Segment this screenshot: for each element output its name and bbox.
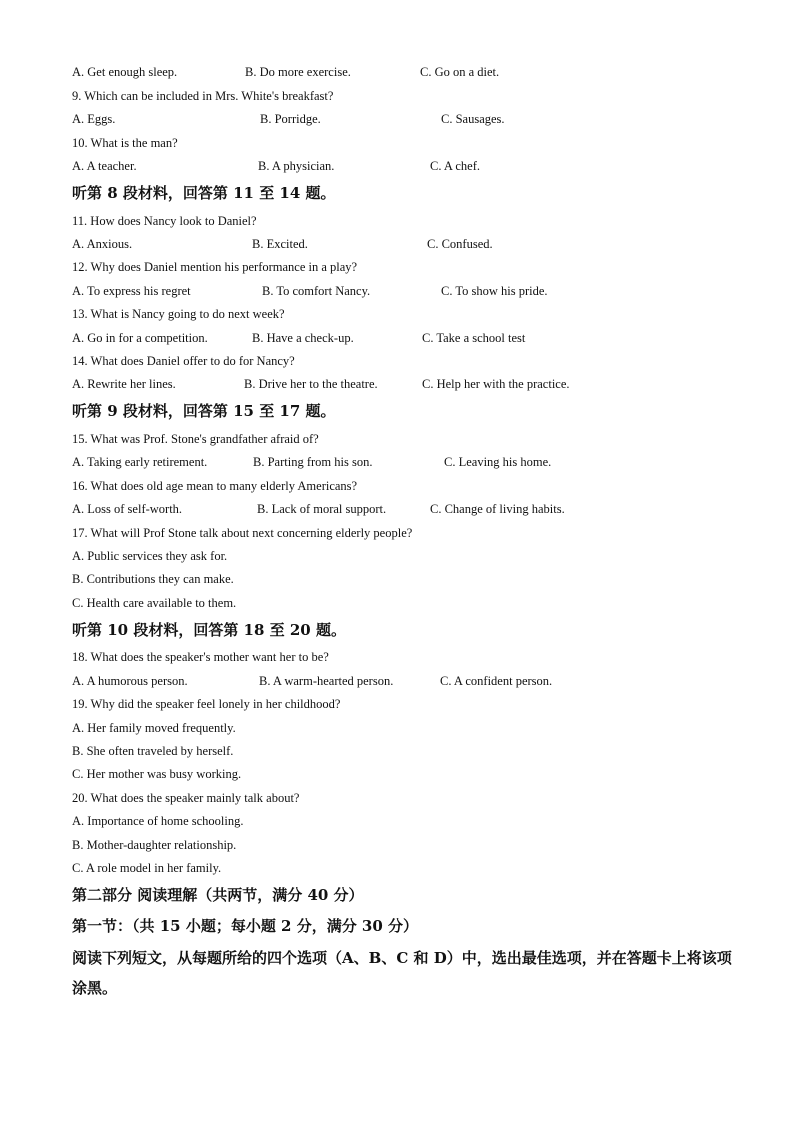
q20-option-a: A. Importance of home schooling.	[72, 814, 244, 828]
q16-option-a: A. Loss of self-worth.	[72, 502, 183, 516]
section-8-heading: 听第 8 段材料，回答第 11 至 14 题。	[72, 184, 336, 202]
q11-option-b: B. Excited.	[252, 237, 308, 251]
q12-option-a: A. To express his regret	[72, 284, 191, 298]
q8-option-a: A. Get enough sleep.	[72, 65, 178, 79]
reading-instruction: 阅读下列短文，从每题所给的四个选项（A、B、C 和 D）中，选出最佳选项，并在答题卡上将该项涂黑。	[72, 949, 732, 997]
q17-option-b: B. Contributions they can make.	[72, 572, 234, 586]
q12-stem: 12. Why does Daniel mention his performance in a play?	[72, 260, 358, 274]
q18-stem: 18. What does the speaker's mother want her to be?	[72, 650, 329, 664]
q19-option-c: C. Her mother was busy working.	[72, 767, 242, 781]
q9-option-a: A. Eggs.	[72, 112, 116, 126]
q15-option-b: B. Parting from his son.	[253, 455, 373, 469]
q9-option-b: B. Porridge.	[260, 112, 321, 126]
q10-stem: 10. What is the man?	[72, 136, 178, 150]
q18-option-b: B. A warm-hearted person.	[259, 674, 394, 688]
q12-option-c: C. To show his pride.	[441, 284, 548, 298]
q8-option-c: C. Go on a diet.	[420, 65, 500, 79]
part-2-section-1-heading: 第一节：（共 15 小题；每小题 2 分，满分 30 分）	[72, 917, 419, 935]
q19-stem: 19. Why did the speaker feel lonely in her childhood?	[72, 697, 341, 711]
q13-stem: 13. What is Nancy going to do next week?	[72, 307, 285, 321]
q11-option-c: C. Confused.	[427, 237, 493, 251]
q10-option-b: B. A physician.	[258, 159, 335, 173]
q14-option-a: A. Rewrite her lines.	[72, 377, 176, 391]
q15-option-a: A. Taking early retirement.	[72, 455, 208, 469]
q9-option-c: C. Sausages.	[441, 112, 505, 126]
q15-stem: 15. What was Prof. Stone's grandfather afraid of?	[72, 432, 319, 446]
q17-option-c: C. Health care available to them.	[72, 596, 237, 610]
q16-stem: 16. What does old age mean to many elderly Americans?	[72, 479, 358, 493]
q20-option-b: B. Mother-daughter relationship.	[72, 838, 237, 852]
q14-stem: 14. What does Daniel offer to do for Nancy?	[72, 354, 295, 368]
q12-option-b: B. To comfort Nancy.	[262, 284, 371, 298]
q13-option-a: A. Go in for a competition.	[72, 331, 208, 345]
section-9-heading: 听第 9 段材料，回答第 15 至 17 题。	[72, 402, 336, 420]
section-10-heading: 听第 10 段材料，回答第 18 至 20 题。	[72, 621, 346, 639]
q13-option-b: B. Have a check-up.	[252, 331, 354, 345]
q9-stem: 9. Which can be included in Mrs. White's breakfast?	[72, 89, 334, 103]
q14-option-b: B. Drive her to the theatre.	[244, 377, 378, 391]
q19-option-b: B. She often traveled by herself.	[72, 744, 234, 758]
q17-stem: 17. What will Prof Stone talk about next concerning elderly people?	[72, 526, 413, 540]
q11-stem: 11. How does Nancy look to Daniel?	[72, 214, 257, 228]
q15-option-c: C. Leaving his home.	[444, 455, 552, 469]
q10-option-a: A. A teacher.	[72, 159, 137, 173]
q10-option-c: C. A chef.	[430, 159, 480, 173]
q20-stem: 20. What does the speaker mainly talk about?	[72, 791, 300, 805]
q16-option-c: C. Change of living habits.	[430, 502, 565, 516]
q8-option-b: B. Do more exercise.	[245, 65, 351, 79]
q13-option-c: C. Take a school test	[422, 331, 526, 345]
q17-option-a: A. Public services they ask for.	[72, 549, 228, 563]
q16-option-b: B. Lack of moral support.	[257, 502, 387, 516]
q19-option-a: A. Her family moved frequently.	[72, 721, 236, 735]
q11-option-a: A. Anxious.	[72, 237, 133, 251]
q18-option-a: A. A humorous person.	[72, 674, 188, 688]
q18-option-c: C. A confident person.	[440, 674, 553, 688]
part-2-heading: 第二部分 阅读理解（共两节，满分 40 分）	[72, 886, 364, 904]
q20-option-c: C. A role model in her family.	[72, 861, 222, 875]
q14-option-c: C. Help her with the practice.	[422, 377, 570, 391]
